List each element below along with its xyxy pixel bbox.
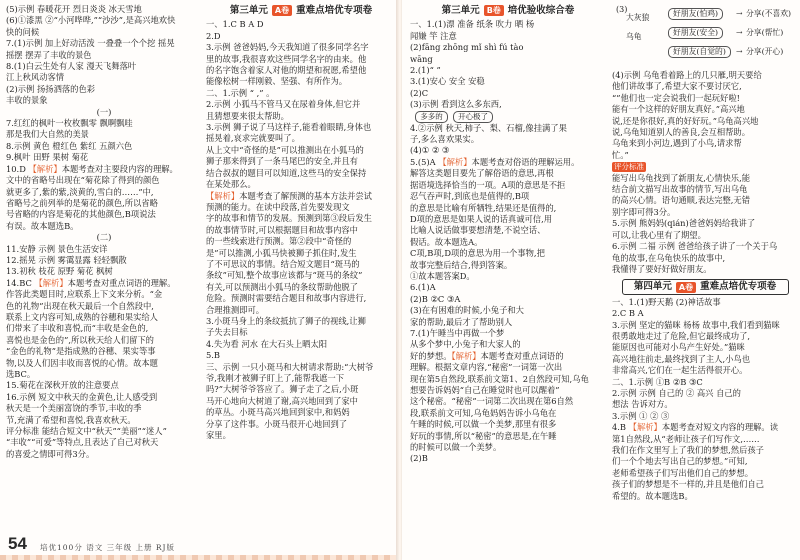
answer-line: 就更多了,紫的紫,淡黄的,雪白的……”中, [6, 186, 154, 197]
answer-line: 很勇敢地走过了危险,但它最终成功了, [612, 330, 751, 341]
answer-line: 5.(5)A 【解析】本题考查对俗语的理解运用。 [410, 156, 580, 167]
answer-line: 是”可以推测,小狐马快被狮子抓住时,发生 [206, 247, 357, 258]
answer-line: 10.D 【解析】本题考查对主要段内容的理解。 [6, 163, 178, 174]
answer-line: 一、1.C B A D [206, 19, 264, 30]
answer-line: 14.BC 【解析】本题考查对重点词语的理解。 [6, 277, 176, 288]
answer-line: 秋天是一个美丽富饶的季节,丰收的季 [6, 403, 142, 414]
answer-line: 龟的故事,在乌龟快乐的故事中, [612, 252, 726, 263]
answer-line: 评分标准 能结合短文中“秋天”“美丽”“迷人” [6, 426, 167, 437]
answer-line: 5.B [206, 350, 221, 361]
answer-line: 狮子那来得到了一条马尾巴的安全,并且有 [206, 156, 358, 167]
answer-line: 二、1.示例 “ ,” 。 [206, 87, 275, 98]
answer-line: 8.示例 黄色 橙红色 紫红 五颜六色 [6, 140, 133, 151]
answer-line: 物,以及人们因丰收而喜悦的心情。故本题 [6, 357, 158, 368]
answer-line: 我懂得了要好好做好朋友。 [612, 263, 712, 274]
answer-line: (二) [96, 232, 112, 243]
speech-bubble-1: 多多的 [415, 111, 448, 123]
answer-line: (6)①漆黑 ②“小河哗哗,”“沙沙”,是高兴地欢快 [6, 15, 176, 26]
answer-line: 能像松树一样刚毅、坚强、有所作为。 [206, 76, 348, 87]
answer-line: 字的故事和情节的发展。预测到第③段后发生 [206, 213, 372, 224]
answer-line: 他们讲故事了,希望大家不要讨厌它, [612, 81, 742, 92]
answer-line: 爷,我刚才被狮子盯上了,能帮我遮一下 [206, 373, 345, 383]
answer-line: 据语境选择恰当的一项。A项的意思是不拒 [410, 179, 566, 190]
answer-column-4 [612, 4, 798, 502]
answer-line: 作答此类题目时,应联系上下文来分析。“金 [6, 289, 163, 300]
tree-result: 分享(帮忙) [746, 28, 784, 37]
answer-line: 7.红红的枫叶一枚枚飘零 飘啊飘哇 [6, 118, 133, 129]
answer-line: 们一个个地去写出自己的梦想。”可知, [612, 456, 748, 467]
answer-line: (5)示例 春暖花开 烈日炎炎 冰天雪地 [6, 4, 142, 14]
answer-line: 高兴地往前走,最终找到了主人,小鸟也 [612, 353, 751, 364]
answer-line: (4)示例 乌龟看着路上的几只雁,明天要给 [612, 70, 762, 80]
decorative-border [0, 555, 398, 560]
answer-line: (2)B ②C ③A [410, 293, 461, 304]
answer-line: 假话。故本题选A。 [410, 236, 483, 247]
answer-line: 从多个梦中,小兔子和大家人的 [410, 339, 521, 350]
answer-line: 的故事情节时,可以根据题目和故事内容中 [206, 224, 358, 235]
answer-line: 2.C B A [612, 308, 644, 319]
answer-line: 预测的能力。在读中段落,首先要发现文 [206, 201, 350, 212]
answer-line: 午睡的时候,可以做一个美梦,那里有很多 [410, 419, 557, 430]
tree-node: 好朋友(怕鸡) [668, 8, 723, 20]
answer-line: 号省略的内容是菊花的其他颜色,B项说法 [6, 209, 156, 220]
answer-line: 的喜爱之情即可得3分。 [6, 448, 95, 459]
answer-line: 16.示例 短文中秋天的金黄色,让人感受到 [6, 391, 158, 402]
answer-line: 3.示例 坚定的猫咪 杨杨 故事中,我们看到猫咪 [612, 319, 780, 330]
answer-line: 3.示例 狮子说了马这样子,能看着眼睛,身体也 [206, 122, 372, 133]
answer-line: 5.示例 熊妈妈(qián)爸爸妈妈给我讲了 [612, 218, 756, 229]
answer-line: 危险。预测时需要结合题目和故事内容进行, [206, 293, 367, 304]
answer-line: (2)C [410, 87, 429, 98]
answer-line: 【解析】本题考查了解预测的基本方法并尝试 [206, 190, 372, 201]
answer-line: 3.示例 ① ② ③ [612, 410, 670, 421]
answer-line: 的高兴心情。语句通顺,表达完整,无错 [612, 195, 751, 206]
section-title: 培优验收综合卷 [507, 5, 575, 16]
answer-line: 一、1.(1)漂 准备 纸条 吹力 晒 杨 [410, 19, 535, 30]
answer-line: 好的梦想。【解析】本题考查对重点词语的 [410, 350, 564, 361]
answer-line: 能写出乌龟找到了新朋友,心情快乐,能 [612, 172, 751, 183]
answer-line: 11.安静 示例 景色生活安详 [6, 243, 108, 254]
book-info: 培优100分 语文 三年级 上册 RJ版 [40, 543, 176, 552]
answer-line: 喜悦也是金色的”,所以秋天给人们留下的 [6, 334, 154, 345]
answer-line: 7.(1)午睡当中再做一个梦 [410, 327, 505, 338]
answer-line: 摇摆 摆弄了丰收的景色 [6, 49, 92, 60]
arrow-icon: → [736, 28, 743, 37]
paper-badge: A卷 [272, 5, 292, 16]
answer-line: 家里。 [206, 430, 231, 441]
arrow-icon: → [736, 47, 743, 56]
answer-line: 希望的。故本题选B。 [612, 490, 693, 501]
answer-line: 从上文中“奇怪的是”可以推测出在小狐马的 [206, 144, 364, 155]
answer-line: 4.B 【解析】本题考查对短文内容的理解。读 [612, 422, 779, 433]
answer-line: 9.枫叶 田野 果树 菊花 [6, 152, 89, 163]
answer-line: 说,还是你很好,真的好好玩。”乌龟高兴地 [612, 115, 759, 126]
answer-line: 在某处那么。 [206, 179, 256, 190]
answer-line: 3.(1)安心 安全 安稳 [410, 76, 485, 87]
tree-result: 分享(开心) [746, 47, 784, 56]
answer-line: 8.(1)白云生处有人家 漫天飞舞落叶 [6, 61, 137, 72]
answer-line: 联系上文内容可知,成熟的谷穗和果实给人 [6, 311, 158, 322]
answer-line: (4)① ② ③ [410, 145, 450, 156]
answer-line: wāng [410, 53, 433, 64]
rubric-label: 评分标准 [614, 162, 644, 172]
answer-line: 乌龟来到小河边,遇到了小鸟,请求帮 [612, 138, 742, 149]
answer-line: 三、示例 一只小斑马和大树请求帮助:“大树爷 [206, 361, 374, 372]
answer-line: (2)fāng zhōng mǐ shì fú tào [410, 42, 524, 53]
answer-line: 的名字饱含着家人对他的期望和祝愿,希望他 [206, 65, 367, 76]
answer-line: 4.②示例 秋天,柿子、梨、石榴,像挂满了果 [410, 122, 567, 133]
answer-line: 二、1.示例 ①B ②B ③C [612, 376, 703, 387]
answer-line: 了不可思议的事情。结合短文题目“斑马的 [206, 258, 360, 269]
question-number: (3) [616, 5, 628, 14]
answer-line: 摇晃着,哀求完就要叫了。 [206, 133, 300, 144]
answer-line: 6.(1)A [410, 282, 436, 293]
section-header-unit4-a [622, 279, 789, 294]
answer-line: 马开心地向大树道了谢,高兴地回到了家中 [206, 395, 358, 406]
answer-line: 丰收的景象 [6, 95, 48, 106]
answer-line: 想要告诉妈妈“自己在睡觉时也可以醒着” [410, 385, 560, 395]
page-number: 54 [8, 534, 27, 553]
tree-node: 好朋友(安全) [668, 27, 723, 39]
answer-line: 7.(1)示例 加上好动活泼 一叠叠一个个挖 摇晃 [6, 38, 175, 49]
paper-badge: B卷 [484, 5, 504, 16]
answer-line: 好玩的事情,所以“秘密”的意思是,在午睡 [410, 430, 557, 441]
answer-line: 理解。根据文章内容,“秘密”一词第一次出 [410, 362, 563, 373]
answer-line: 们带来了丰收和喜悦,而“丰收是金色的, [6, 323, 149, 334]
answer-column-3 [410, 4, 606, 465]
unit-label: 第三单元 [441, 5, 480, 16]
answer-line: 合理推测即可。 [206, 304, 265, 315]
answer-line: 2.D [206, 30, 221, 41]
right-page [402, 0, 800, 560]
answer-line: 3.示例 爸爸妈妈,今天我知道了很多同学名字 [206, 42, 369, 53]
answer-line: 吗?”大树爷爷答应了。狮子走了之后,小斑 [206, 384, 359, 395]
answer-line: 现在第5自然段,联系前文第1、2自然段可知,乌龟 [410, 373, 589, 384]
answer-line: (2)示例 扬扬洒落的色彩 [6, 83, 96, 94]
tree-subject: 大灰狼 [626, 13, 650, 22]
answer-line: 12.摇晃 示例 雾霭显露 轻轻飘散 [6, 254, 127, 265]
answer-line: 6.示例 二福 示例 爸爸给孩子讲了一个关于乌 [612, 241, 778, 252]
answer-line: 老师希望孩子们写出他们自己的梦想。 [612, 467, 754, 478]
section-title: 重难点培优专项卷 [700, 281, 777, 293]
section-title: 重难点培优专项卷 [296, 5, 373, 16]
answer-line: 说,乌龟知道别人的善良,会互相帮助。 [612, 127, 751, 138]
answer-line: 省略号之前列举的是菊花的颜色,所以省略 [6, 197, 158, 208]
answer-line: 别字即可得3分。 [612, 206, 676, 217]
answer-line: 能有一个这样的好朋友真好。”高兴地 [612, 104, 745, 115]
answer-line: 3.小斑马身上的条纹抵抗了狮子的视线,让狮 [206, 315, 366, 326]
answer-line: 闻嫌 竿 注意 [410, 30, 457, 41]
answer-line: 结合叔叔的题目可以知道,这些马的安全保持 [206, 167, 367, 178]
answer-line: “”他们也一定会说我们一起玩好啦! [612, 92, 740, 103]
answer-line: (3)在有困难的时候,小兔子和大 [410, 305, 524, 316]
answer-line: 一、1.(1)野天鹅 (2)神话故事 [612, 296, 721, 307]
answer-line: 2.示例 小狐马不管马又在尿着身体,但它并 [206, 99, 361, 110]
unit-label: 第三单元 [229, 5, 268, 16]
answer-line: (一) [96, 106, 112, 117]
tree-subject: 乌龟 [626, 32, 642, 41]
answer-line: 那是我们大自然的美景 [6, 129, 89, 140]
arrow-icon: → [736, 9, 743, 18]
answer-line: 选BC。 [6, 369, 36, 379]
answer-column-2 [206, 4, 396, 441]
answer-line: 我们在作文里写上了我们的梦想,然后孩子 [612, 445, 764, 455]
answer-line: 家的帮助,最后才了帮助别人 [410, 316, 513, 327]
unit-label: 第四单元 [633, 281, 672, 293]
section-header-unit3-a [206, 5, 396, 16]
answer-line: 想法 告诉对方。 [612, 399, 673, 410]
left-page [0, 0, 398, 560]
answer-line: 4.失为看 河水 在大石头上晒太阳 [206, 338, 328, 349]
answer-line: 快的问候 [6, 26, 40, 37]
answer-line: 有关,可以预测出小狐马的条纹帮助他脱了 [206, 281, 358, 292]
answer-line: 忍气吞声时,到底也是值得的,B项 [410, 191, 530, 202]
answer-line: 里的故事,我很喜欢这些同学名字的由来。他 [206, 53, 367, 64]
section-header-unit3-b [410, 5, 606, 16]
answer-line: 结合前文描写出故事的情节,写出乌龟 [612, 184, 748, 195]
answer-line: 江上秋风动客情 [6, 72, 65, 83]
answer-line: 2.(1)“ ” [410, 65, 441, 76]
answer-line: 的时候可以做一个美梦。 [410, 442, 502, 453]
answer-line: 色的礼物”出现在秋天最后一个自然段中, [6, 300, 154, 311]
answer-line: “金色的礼物”是指成熟的谷穗、果实等事 [6, 346, 156, 357]
answer-line: 2.示例 示例 自己的 ② 高兴 自己的 [612, 387, 741, 398]
answer-line: 子,多么喜欢果实。 [410, 134, 480, 145]
answer-line: 可以,让我心里有了期望。 [612, 229, 706, 240]
answer-line: 能原因也可能对小鸟产生好处。”猫咪 [612, 342, 745, 353]
answer-line: C项,B项,D项的意思为用一个事物,把 [410, 248, 545, 259]
answer-line: 故事完整后结合,得到答案。 [410, 259, 513, 270]
answer-line: 条纹”可知,整个故事应该都与“斑马的条纹” [206, 270, 363, 281]
answer-line: 13.初秋 枝花 原野 菊花 枫树 [6, 266, 113, 277]
answer-line: (2)B [410, 453, 428, 464]
answer-line: (3)示例 看到这么多东西, [410, 99, 502, 110]
answer-line: 的草丛。小斑马高兴地回到家中,和妈妈 [206, 407, 350, 418]
speech-bubble-2: 开心极了 [453, 111, 493, 123]
answer-line: 这个秘密。“秘密”一词第二次出现在第6自然 [410, 396, 574, 407]
answer-line: 第1自然段,从“老师让孩子们写作文,…… [612, 433, 760, 444]
answer-line: 有误。故本题选B。 [6, 220, 79, 231]
tree-node: 好朋友(自觉的) [668, 46, 731, 58]
answer-line: D项的意思是如果人说的话真诚可信,用 [410, 213, 553, 224]
answer-line: “丰收”“可爱”等特点,且表达了自己对秋天 [6, 437, 159, 448]
answer-line: 非常高兴,它们在一起生活得很开心。 [612, 365, 748, 376]
page-footer [0, 534, 398, 560]
answer-line: 解答这类题目要先了解俗语的意思,再根 [410, 168, 554, 179]
answer-line: 的意思是比喻有所牺牲,结果还是值得的, [410, 202, 557, 213]
answer-line: 文中的省略号出现在“菊花除了得到的颜色 [6, 175, 160, 186]
mind-map-figure [616, 4, 798, 70]
answer-column-1 [6, 4, 202, 460]
answer-line: 节,充满了希望和喜悦,我喜欢秋天。 [6, 414, 136, 425]
paper-badge: A卷 [676, 282, 696, 293]
tree-result: 分享(不喜欢) [746, 9, 792, 18]
answer-line: 比喻人说话做事要想清楚,不说空话、 [410, 225, 546, 236]
answer-line: 段,联系前文可知,乌龟妈妈告诉小乌龟在 [410, 407, 557, 418]
answer-line: ①故本题答案D。 [410, 270, 475, 281]
answer-line: 15.菊花在深秋开放的注意要点 [6, 380, 119, 391]
answer-line: 孩子们的梦想是不一样的,并且是他们自己 [612, 479, 764, 490]
answer-line: 的一些线索进行预测。第②段中“奇怪的 [206, 236, 352, 247]
answer-line: 分享了这件事。小斑马很开心地回到了 [206, 418, 348, 429]
answer-line: 忙。” [612, 149, 629, 160]
answer-line: 子失去目标 [206, 327, 248, 338]
answer-line: 且猜想要来很太帮助。 [206, 110, 289, 121]
